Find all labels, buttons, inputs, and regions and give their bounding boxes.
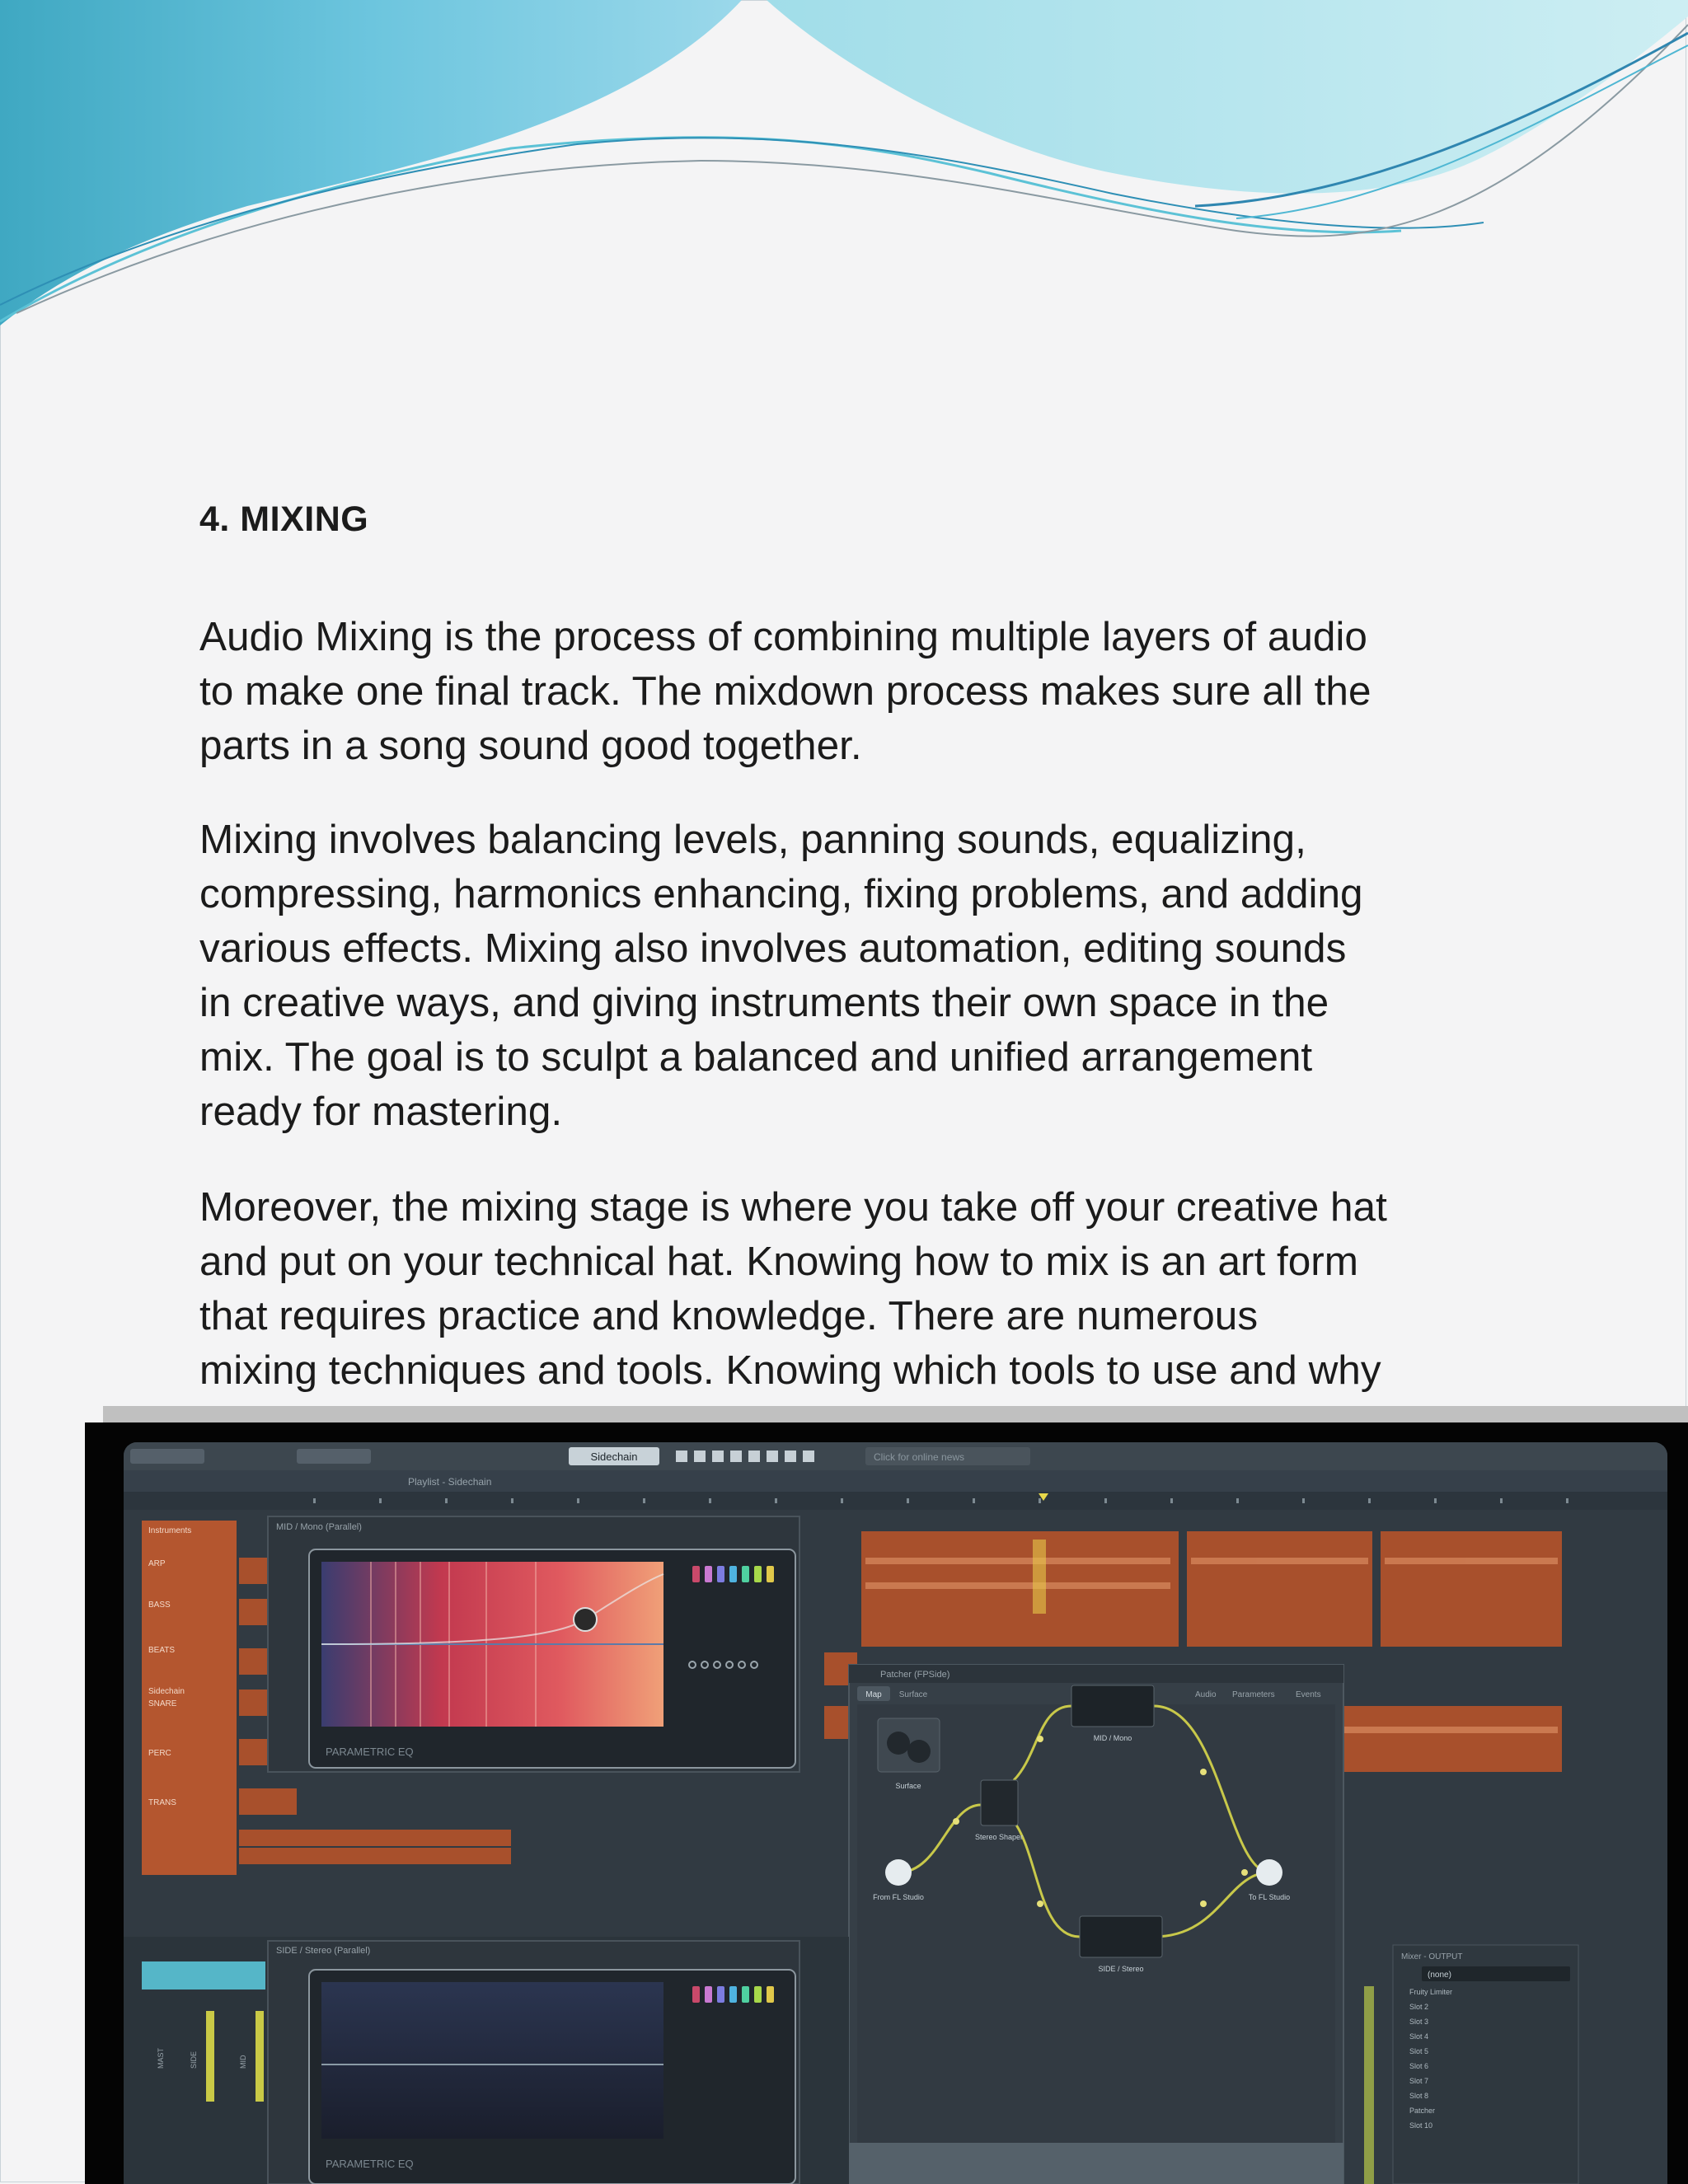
paragraph-line: various effects. Mixing also involves automation, editing sounds <box>199 926 1347 971</box>
header-wave-decoration <box>0 0 1688 346</box>
insert-slot[interactable]: Slot 10 <box>1409 2121 1433 2130</box>
playlist-title: Playlist - Sidechain <box>408 1476 492 1488</box>
insert-slot[interactable]: Slot 5 <box>1409 2047 1429 2055</box>
paragraph-line: that requires practice and knowledge. There are numerous <box>199 1293 1259 1338</box>
song-title-field[interactable] <box>130 1449 204 1464</box>
eq-name-label: PARAMETRIC EQ <box>326 1746 414 1758</box>
mixer-channel-label: MID <box>239 2055 247 2069</box>
track-label: Sidechain <box>148 1687 185 1696</box>
track-label: ARP <box>148 1559 166 1568</box>
node-stereo-label: Stereo Shaper <box>974 1833 1024 1841</box>
paragraph-line: Moreover, the mixing stage is where you take off your creative hat <box>199 1184 1387 1230</box>
eq-band-handle[interactable] <box>574 1608 597 1631</box>
insert-slot[interactable]: Patcher <box>1409 2107 1436 2115</box>
node-stereo-shaper[interactable] <box>981 1780 1018 1825</box>
paragraph-line: to make one final track. The mixdown process makes sure all the <box>199 668 1372 714</box>
paragraph-line: compressing, harmonics enhancing, fixing problems, and adding <box>199 871 1363 916</box>
paragraph-intro <box>199 610 1535 773</box>
mixer-channel-label: SIDE <box>190 2050 198 2069</box>
channel-level-meter <box>256 2011 264 2102</box>
insert-slot[interactable]: Slot 6 <box>1409 2062 1429 2070</box>
node-to-label: To FL Studio <box>1248 1893 1291 1901</box>
output-level-meter <box>1364 1986 1374 2184</box>
plugin-title-mid: MID / Mono (Parallel) <box>276 1522 362 1532</box>
paragraph-line: in creative ways, and giving instruments their own space in the <box>199 980 1329 1025</box>
paragraph-line: and put on your technical hat. Knowing how to mix is an art form <box>199 1239 1358 1284</box>
daw-screenshot <box>85 1422 1688 2184</box>
patcher-tab-map-label: Map <box>865 1690 882 1699</box>
legend-events: Events <box>1296 1690 1321 1699</box>
insert-slot[interactable]: Fruity Limiter <box>1409 1988 1453 1996</box>
node-side-stereo[interactable] <box>1080 1916 1162 1957</box>
plugin-title-side: SIDE / Stereo (Parallel) <box>276 1946 371 1956</box>
eq-name-label-side: PARAMETRIC EQ <box>326 2158 414 2170</box>
mixer-channel-strips[interactable] <box>849 2143 1343 2184</box>
daw-window <box>124 1442 1667 2184</box>
mixer-insert-title: Mixer - OUTPUT <box>1401 1952 1463 1961</box>
patcher-tab-surface-label[interactable]: Surface <box>898 1690 928 1699</box>
insert-slot[interactable]: Slot 8 <box>1409 2092 1429 2100</box>
pattern-selector[interactable] <box>297 1449 371 1464</box>
legend-audio: Audio <box>1195 1690 1217 1699</box>
track-label: PERC <box>148 1749 171 1758</box>
eq-spectrum-side <box>321 1982 663 2139</box>
track-label: BASS <box>148 1601 171 1610</box>
insert-slot[interactable]: Slot 7 <box>1409 2077 1429 2085</box>
insert-slot[interactable]: Slot 3 <box>1409 2018 1429 2026</box>
node-side-label: SIDE / Stereo <box>1098 1965 1144 1973</box>
paragraph-mixing-involves <box>199 813 1535 1139</box>
node-to-fl-studio[interactable] <box>1256 1859 1282 1886</box>
legend-parameters: Parameters <box>1232 1690 1275 1699</box>
mixer-channel-label: MAST <box>157 2047 165 2069</box>
insert-slot[interactable]: Slot 2 <box>1409 2003 1429 2011</box>
section-heading: 4. MIXING <box>199 499 369 539</box>
insert-slot[interactable]: Slot 4 <box>1409 2032 1429 2041</box>
preset-value: (none) <box>1428 1971 1451 1980</box>
track-label: TRANS <box>148 1798 176 1807</box>
news-text: Click for online news <box>874 1451 965 1463</box>
mixer-insert-strip[interactable] <box>142 1961 265 1990</box>
track-list <box>142 1521 237 1875</box>
paragraph-line: mix. The goal is to sculpt a balanced and unified arrangement <box>199 1034 1313 1080</box>
paragraph-line: Audio Mixing is the process of combining multiple layers of audio <box>199 614 1367 659</box>
node-from-fl-studio[interactable] <box>885 1859 912 1886</box>
sidechain-label: Sidechain <box>590 1451 638 1463</box>
playlist-header <box>124 1470 1667 1492</box>
paragraph-line: Mixing involves balancing levels, panning sounds, equalizing, <box>199 817 1306 862</box>
track-label: Instruments <box>148 1526 192 1535</box>
node-surface-label: Surface <box>895 1782 921 1790</box>
node-mid-label: MID / Mono <box>1093 1734 1132 1742</box>
track-label: SNARE <box>148 1699 177 1708</box>
image-frame-strip <box>103 1406 1688 1422</box>
paragraph-line: mixing techniques and tools. Knowing which tools to use and why <box>199 1347 1381 1393</box>
patcher-title: Patcher (FPSide) <box>880 1670 950 1680</box>
paragraph-line: parts in a song sound good together. <box>199 723 862 768</box>
paragraph-line: ready for mastering. <box>199 1089 563 1134</box>
node-mid-mono[interactable] <box>1071 1685 1154 1727</box>
node-from-label: From FL Studio <box>873 1893 924 1901</box>
playhead-line <box>1033 1540 1046 1614</box>
master-level-meter <box>206 2011 214 2102</box>
track-label: BEATS <box>148 1646 176 1655</box>
